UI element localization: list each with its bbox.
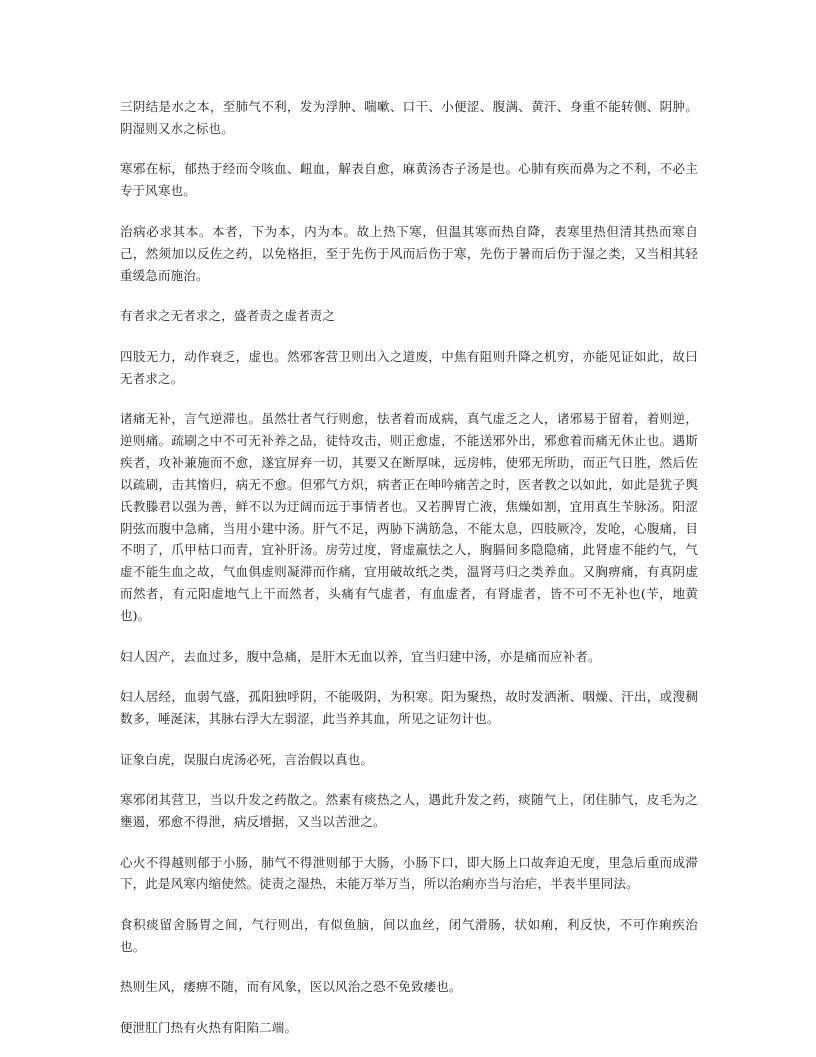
paragraph-1: 三阴结是水之本，至肺气不利，发为浮肿、喘嗽、口干、小便涩、腹满、黄汗、身重不能转侧、阴肿。阴湿则又水之标也。 — [120, 99, 698, 136]
paragraph-7: 妇人因产，去血过多，腹中急痛，是肝木无血以养，宜当归建中汤，亦是痛而应补者。 — [120, 648, 601, 664]
paragraph-14: 便泄肛门热有火热有阳陷二端。 — [120, 1019, 298, 1035]
paragraph-10: 寒邪闭其营卫，当以升发之药散之。然素有痰热之人，遇此升发之药，痰随气上，闭住肺气，皮毛为之壅遏，邪愈不得泄，病反增据，又当以苦泄之。 — [120, 792, 698, 829]
paragraph-9: 证象白虎，误服白虎汤必死，言治假以真也。 — [120, 751, 374, 767]
paragraph-2: 寒邪在标，郁热于经而令咳血、衄血，解表自愈，麻黄汤杏子汤是也。心肺有疾而鼻为之不利，不必主专于风寒也。 — [120, 161, 698, 199]
paragraph-4: 有者求之无者求之，盛者责之虚者责之 — [120, 308, 336, 324]
paragraph-6: 诸痛无补，言气逆滞也。虽然壮者气行则愈，怯者着而成病，真气虚乏之人，诸邪易于留着，着则逆，逆则痛。疏刷之中不可无补养之品，徒恃攻击，则正愈虚，不能送邪外出，邪愈着而痛无休止也。遇斯疾者，攻补兼施而不愈，遂宜屏弃一切，其要又在断厚味，远房帏，使邪无所助，而正气日胜，然后佐以疏刷，击其惰归，病无不愈。但邪气方炽，病者正在呻吟痛苦之时，医者教之以如此，如此是犹子舆氏教滕君以强为善，鲜不以为迂阔而远于事情者也。又若脾胃亡液，焦燥如割，宜用真生苄脉汤。阳涩阴弦而腹中急痛，当用小建中汤。肝气不足，两胁下满筋急，不能太息，四肢厥冷，发呛，心腹痛，目不明了，爪甲枯口而青，宜补肝汤。房劳过度，肾虚羸怯之人，胸膈间多隐隐痛，此肾虚不能约气，气虚不能生血之故，气血俱虚则凝滞而作痛，宜用破故纸之类，温肾芎归之类养血。又胸痹痛，有真阴虚而然者，有元阳虚地气上干而然者，头痛有气虚者，有血虚者，有肾虚者，皆不可不无补也(苄，地黄也)。 — [120, 411, 698, 624]
paragraph-3: 治病必求其本。本者，下为本，内为本。故上热下寒，但温其寒而热自降，表寒里热但清其热而寒自己，然须加以反佐之药，以免格拒，至于先伤于风而后伤于寒，先伤于暑而后伤于湿之类，又当相其轻重缓急而施治。 — [120, 223, 698, 283]
paragraph-5: 四肢无力，动作衰乏，虚也。然邪客营卫则出入之道废，中焦有阻则升降之机穷，亦能见证如此，故曰无者求之。 — [120, 348, 698, 386]
paragraph-8: 妇人居经，血弱气盛，孤阳独呼阴，不能吸阴，为积寒。阳为聚热，故时发洒淅、咽燥、汗出，或溲稠数多，唾涎沫，其脉右浮大左弱涩，此当养其血，所见之证勿计也。 — [120, 689, 698, 727]
document-page — [120, 96, 698, 1057]
paragraph-11: 心火不得越则郁于小肠，肺气不得泄则郁于大肠，小肠下口，即大肠上口故奔迫无度，里急后重而成滞下，此是风寒内缩使然。徒责之湿热，未能万举万当，所以治痢亦当与治疟，半表半里同法。 — [120, 854, 698, 892]
paragraph-13: 热则生风，痿痹不随，而有风象，医以风治之恐不免致痿也。 — [120, 979, 462, 995]
paragraph-12: 食积痰留舍肠胃之间，气行则出，有似鱼脑，间以血丝，闭气滑肠，状如痢，利反快，不可作痢疾治也。 — [120, 916, 698, 954]
